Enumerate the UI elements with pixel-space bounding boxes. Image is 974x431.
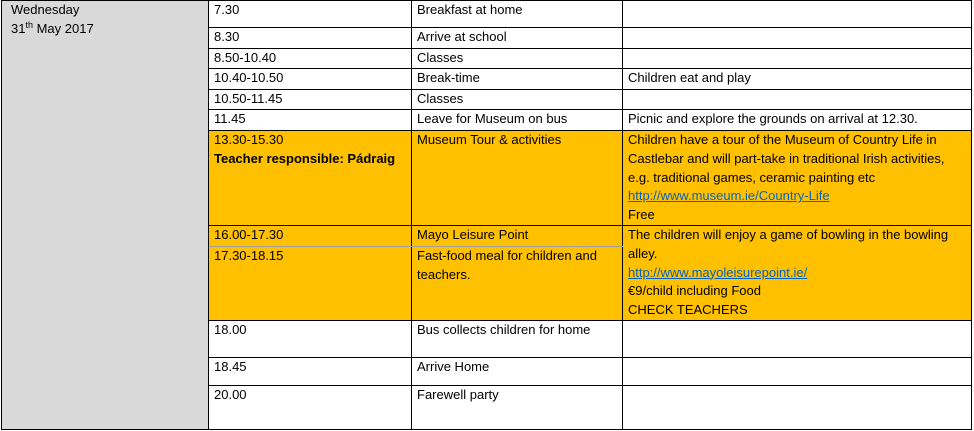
museum-price: Free [628, 207, 655, 223]
notes-cell [623, 28, 972, 49]
activity-cell: Arrive at school [412, 28, 623, 49]
activity-cell: Mayo Leisure Point [412, 225, 623, 246]
leisure-price: €9/child including Food [628, 283, 761, 299]
time-cell: 10.40-10.50 [209, 69, 412, 90]
museum-time: 13.30-15.30 [214, 132, 284, 147]
museum-description: Children have a tour of the Museum of Country Life in Castlebar and will part-take in traditional Irish activities, e.g. traditional games, ceramic painting etc [628, 132, 945, 185]
time-cell: 18.00 [209, 320, 412, 357]
check-teachers-note: CHECK TEACHERS [628, 302, 748, 318]
notes-cell [623, 385, 972, 429]
notes-cell: Children eat and play [623, 69, 972, 90]
teacher-responsible: Teacher responsible: Pádraig [214, 150, 396, 166]
time-cell: 8.50-10.40 [209, 49, 412, 69]
activity-cell: Farewell party [412, 385, 623, 429]
leisure-description: The children will enjoy a game of bowling in the bowling alley. [628, 226, 949, 261]
notes-cell: Picnic and explore the grounds on arrival at 12.30. [623, 110, 972, 131]
time-cell: 17.30-18.15 [209, 247, 412, 321]
notes-cell [623, 320, 972, 357]
notes-cell [623, 357, 972, 385]
time-cell: 10.50-11.45 [209, 90, 412, 110]
leisure-link[interactable]: http://www.mayoleisurepoint.ie/ [628, 264, 808, 280]
time-cell: 16.00-17.30 [209, 225, 412, 246]
activity-cell: Classes [412, 49, 623, 69]
activity-cell: Fast-food meal for children and teachers. [412, 247, 623, 321]
day-cell [2, 1, 209, 430]
schedule-table [1, 0, 972, 430]
museum-link[interactable]: http://www.museum.ie/Country-Life [628, 188, 830, 204]
time-cell: 18.45 [209, 357, 412, 385]
notes-cell [623, 131, 972, 226]
notes-cell [623, 49, 972, 69]
notes-cell [623, 1, 972, 28]
activity-cell: Bus collects children for home [412, 320, 623, 357]
activity-cell: Classes [412, 90, 623, 110]
table-row [2, 1, 972, 28]
notes-cell [623, 225, 972, 320]
date: 31th May 2017 [11, 19, 94, 36]
activity-cell: Museum Tour & activities [412, 131, 623, 226]
activity-cell: Arrive Home [412, 357, 623, 385]
notes-cell [623, 90, 972, 110]
activity-cell: Break-time [412, 69, 623, 90]
time-cell: 11.45 [209, 110, 412, 131]
activity-cell: Leave for Museum on bus [412, 110, 623, 131]
time-cell: 8.30 [209, 28, 412, 49]
activity-cell: Breakfast at home [412, 1, 623, 28]
time-cell [209, 131, 412, 226]
weekday: Wednesday [11, 2, 80, 17]
time-cell: 7.30 [209, 1, 412, 28]
time-cell: 20.00 [209, 385, 412, 429]
